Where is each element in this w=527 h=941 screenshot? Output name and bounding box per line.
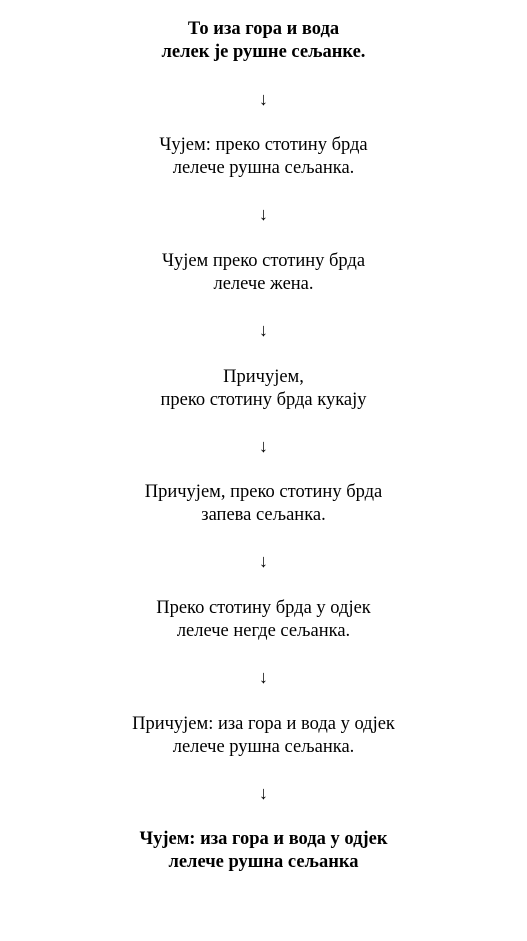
stanza-line: Чујем: иза гора и вода у одјек — [139, 829, 388, 849]
down-arrow-icon: ↓ — [259, 783, 268, 803]
stanza-line: лелече негде сељанка. — [176, 621, 351, 641]
stanza-6 — [0, 597, 527, 643]
stanza-line: лелече рушна сељанка. — [172, 737, 355, 757]
stanza-4 — [0, 366, 527, 412]
stanza-5 — [0, 481, 527, 527]
stanza-line: Преко стотину брда у одјек — [156, 598, 371, 618]
down-arrow-icon: ↓ — [259, 204, 268, 224]
stanza-1 — [0, 18, 527, 64]
stanza-line: Причујем, — [223, 367, 304, 387]
stanza-line: Чујем: преко стотину брда — [159, 135, 368, 155]
down-arrow-icon: ↓ — [259, 320, 268, 340]
stanza-line: преко стотину брда кукају — [160, 390, 367, 410]
stanza-8 — [0, 828, 527, 874]
stanza-line: лелече рушна сељанка — [168, 852, 359, 872]
stanza-line: лелече рушна сељанка. — [172, 158, 355, 178]
down-arrow-icon: ↓ — [259, 89, 268, 109]
stanza-line: запева сељанка. — [201, 505, 326, 525]
stanza-7 — [0, 713, 527, 759]
down-arrow-icon: ↓ — [259, 551, 268, 571]
stanza-line: Причујем: иза гора и вода у одјек — [132, 714, 395, 734]
stanza-line: лелек је рушне сељанке. — [161, 42, 366, 62]
stanza-2 — [0, 134, 527, 180]
down-arrow-icon: ↓ — [259, 436, 268, 456]
stanza-line: Причујем, преко стотину брда — [144, 482, 383, 502]
down-arrow-icon: ↓ — [259, 667, 268, 687]
stanza-line: лелече жена. — [213, 274, 314, 294]
stanza-3 — [0, 250, 527, 296]
stanza-line: Чујем преко стотину брда — [161, 251, 366, 271]
stanza-line: То иза гора и вода — [187, 19, 340, 39]
